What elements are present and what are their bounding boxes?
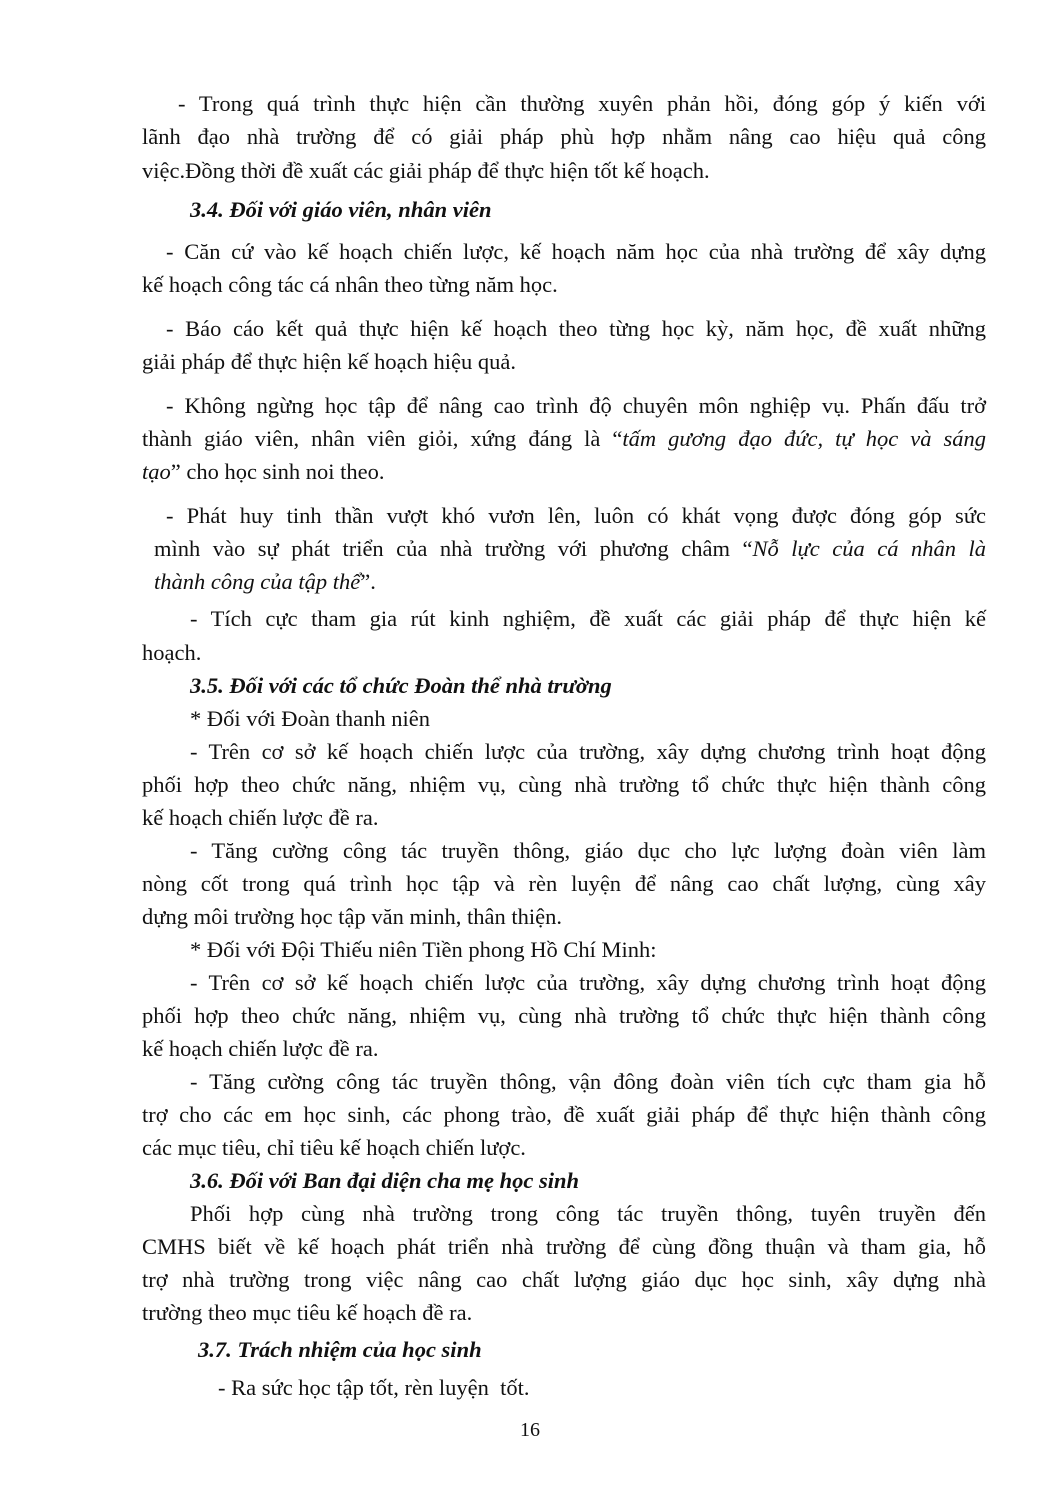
- section-heading-3-5: 3.5. Đối với các tổ chức Đoàn thể nhà trường: [190, 673, 612, 698]
- section-heading-3-6: 3.6. Đối với Ban đại diện cha mẹ học sinh: [190, 1168, 579, 1193]
- paragraph-line: phối hợp theo chức năng, nhiệm vụ, cùng nhà trường tổ chức thực hiện thành công: [142, 1003, 986, 1028]
- paragraph-line: - Trên cơ sở kế hoạch chiến lược của trường, xây dựng chương trình hoạt động: [190, 970, 986, 995]
- paragraph-line: nòng cốt trong quá trình học tập và rèn luyện để nâng cao chất lượng, cùng xây: [142, 871, 986, 896]
- paragraph-line: Phối hợp cùng nhà trường trong công tác truyền thông, tuyên truyền đến: [190, 1201, 986, 1226]
- page-number: 16: [520, 1419, 540, 1441]
- paragraph-line: kế hoạch công tác cá nhân theo từng năm học.: [142, 272, 558, 297]
- paragraph-line: [154, 571, 376, 594]
- paragraph-line: - Căn cứ vào kế hoạch chiến lược, kế hoạch năm học của nhà trường để xây dựng: [166, 239, 986, 264]
- paragraph-line: - Phát huy tinh thần vượt khó vươn lên, luôn có khát vọng được đóng góp sức: [166, 503, 986, 528]
- paragraph-line: - Báo cáo kết quả thực hiện kế hoạch theo từng học kỳ, năm học, đề xuất những: [166, 316, 986, 341]
- paragraph-line: - Tích cực tham gia rút kinh nghiệm, đề xuất các giải pháp để thực hiện kế: [190, 606, 986, 631]
- text-run: thành giáo viên, nhân viên giỏi, xứng đáng là “: [142, 426, 623, 451]
- quote-italic: tấm gương đạo đức, tự học và sáng: [622, 426, 986, 451]
- paragraph-line: các mục tiêu, chỉ tiêu kế hoạch chiến lược.: [142, 1135, 526, 1160]
- paragraph-line: dựng môi trường học tập văn minh, thân thiện.: [142, 904, 562, 929]
- section-heading-3-7: 3.7. Trách nhiệm của học sinh: [198, 1337, 482, 1362]
- subsection-title-doan: * Đối với Đoàn thanh niên: [190, 706, 430, 731]
- paragraph-line: kế hoạch chiến lược đề ra.: [142, 1036, 379, 1061]
- paragraph-line: việc.Đồng thời đề xuất các giải pháp để thực hiện tốt kế hoạch.: [142, 158, 710, 183]
- quote-italic: thành công của tập thể: [154, 569, 361, 594]
- section-heading-3-4: 3.4. Đối với giáo viên, nhân viên: [190, 197, 492, 222]
- paragraph-line: giải pháp để thực hiện kế hoạch hiệu quả.: [142, 349, 516, 374]
- paragraph-line: - Tăng cường công tác truyền thông, giáo dục cho lực lượng đoàn viên làm: [190, 838, 986, 863]
- text-run: ” cho học sinh noi theo.: [170, 459, 385, 484]
- subsection-title-doi: * Đối với Đội Thiếu niên Tiền phong Hồ Chí Minh:: [190, 937, 657, 962]
- paragraph-line: lãnh đạo nhà trường để có giải pháp phù hợp nhằm nâng cao hiệu quả công: [142, 124, 986, 149]
- paragraph-line: hoạch.: [142, 640, 202, 665]
- paragraph-line: kế hoạch chiến lược đề ra.: [142, 805, 379, 830]
- paragraph-line: trường theo mục tiêu kế hoạch đề ra.: [142, 1300, 473, 1325]
- quote-italic: Nỗ lực của cá nhân là: [752, 536, 986, 561]
- paragraph-line: - Trong quá trình thực hiện cần thường xuyên phản hồi, đóng góp ý kiến với: [178, 91, 986, 116]
- paragraph-line: - Ra sức học tập tốt, rèn luyện tốt.: [218, 1375, 530, 1400]
- paragraph-line: [142, 461, 384, 484]
- paragraph-line: [142, 428, 986, 451]
- paragraph-line: phối hợp theo chức năng, nhiệm vụ, cùng nhà trường tổ chức thực hiện thành công: [142, 772, 986, 797]
- paragraph-line: trợ cho các em học sinh, các phong trào, đề xuất giải pháp để thực hiện thành công: [142, 1102, 986, 1127]
- paragraph-line: - Không ngừng học tập để nâng cao trình độ chuyên môn nghiệp vụ. Phấn đấu trở: [166, 393, 986, 418]
- paragraph-line: trợ nhà trường trong việc nâng cao chất lượng giáo dục học sinh, xây dựng nhà: [142, 1267, 986, 1292]
- quote-italic: tạo: [142, 459, 171, 484]
- paragraph-line: - Trên cơ sở kế hoạch chiến lược của trường, xây dựng chương trình hoạt động: [190, 739, 986, 764]
- paragraph-line: CMHS biết về kế hoạch phát triển nhà trường để cùng đồng thuận và tham gia, hỗ: [142, 1234, 986, 1259]
- paragraph-line: - Tăng cường công tác truyền thông, vận đông đoàn viên tích cực tham gia hỗ: [190, 1069, 986, 1094]
- paragraph-line: [154, 538, 986, 561]
- text-run: mình vào sự phát triển của nhà trường với phương châm “: [154, 536, 753, 561]
- text-run: ”.: [360, 569, 376, 594]
